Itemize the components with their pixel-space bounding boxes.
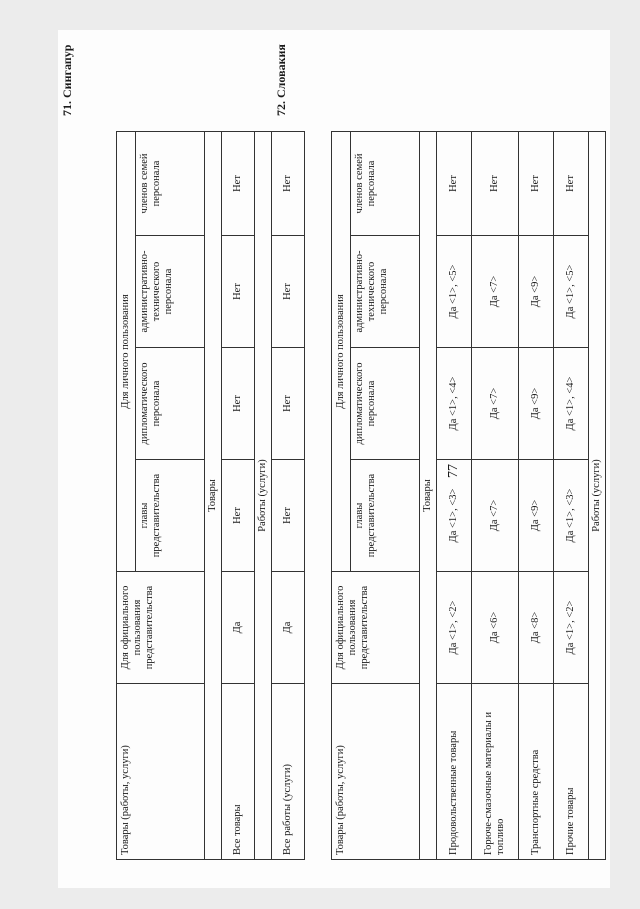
table-row — [519, 132, 554, 860]
cell: Да <7> — [472, 236, 519, 348]
cell: Нет — [272, 132, 305, 236]
table-header-row — [117, 132, 136, 860]
cell: Да <1>, <5> — [437, 236, 472, 348]
row-label: Прочие товары — [554, 684, 589, 860]
subheader-family: членов семей персонала — [351, 132, 420, 236]
subheader-admin-tech: административно-технического персонала — [351, 236, 420, 348]
singapore-table — [116, 131, 305, 860]
section-row-goods — [205, 132, 222, 860]
cell: Да <1>, <2> — [437, 572, 472, 684]
table-row — [472, 132, 519, 860]
row-label: Все товары — [222, 684, 255, 860]
cell: Нет — [272, 236, 305, 348]
table-header-row — [332, 132, 351, 860]
section-heading-slovakia: 72. Словакия — [274, 44, 288, 116]
section-row-goods — [420, 132, 437, 860]
row-label: Транспортные средства — [519, 684, 554, 860]
cell: Да — [272, 572, 305, 684]
subheader-head: главы представительства — [136, 460, 205, 572]
cell: Нет — [272, 460, 305, 572]
cell: Да <1>, <4> — [554, 348, 589, 460]
cell: Да <9> — [519, 236, 554, 348]
cell: Да <1>, <3> — [554, 460, 589, 572]
cell: Нет — [519, 132, 554, 236]
table-row — [554, 132, 589, 860]
cell: Нет — [222, 460, 255, 572]
subheader-family: членов семей персонала — [136, 132, 205, 236]
header-goods: Товары (работы, услуги) — [332, 684, 420, 860]
header-goods: Товары (работы, услуги) — [117, 684, 205, 860]
subheader-diplomatic: дипломатического персонала — [351, 348, 420, 460]
header-official-use: Для официального пользования представительства — [332, 572, 420, 684]
table-row — [272, 132, 305, 860]
subheader-admin-tech: административно-технического персонала — [136, 236, 205, 348]
cell: Да <1>, <2> — [554, 572, 589, 684]
cell: Да <9> — [519, 348, 554, 460]
section-heading-singapore: 71. Сингапур — [60, 44, 74, 116]
cell: Да <8> — [519, 572, 554, 684]
cell: Да <1>, <5> — [554, 236, 589, 348]
cell: Да <6> — [472, 572, 519, 684]
cell: Нет — [554, 132, 589, 236]
cell: Да <7> — [472, 460, 519, 572]
cell: Нет — [437, 132, 472, 236]
header-official-use: Для официального пользования представительства — [117, 572, 205, 684]
cell: Нет — [222, 236, 255, 348]
group-works: Работы (услуги) — [589, 132, 606, 860]
section-row-works — [589, 132, 606, 860]
cell: Нет — [222, 348, 255, 460]
subheader-diplomatic: дипломатического персонала — [136, 348, 205, 460]
section-row-works — [255, 132, 272, 860]
rotated-content — [58, 30, 610, 888]
page-number: 77 — [446, 464, 461, 478]
slovakia-table — [331, 131, 606, 860]
subheader-head: главы представительства — [351, 460, 420, 572]
row-label: Продовольственные товары — [437, 684, 472, 860]
row-label: Горюче-смазочные материалы и топливо — [472, 684, 519, 860]
group-goods: Товары — [420, 132, 437, 860]
cell: Да <7> — [472, 348, 519, 460]
cell: Нет — [222, 132, 255, 236]
cell: Да <1>, <3> — [437, 460, 472, 572]
cell: Нет — [272, 348, 305, 460]
row-label: Все работы (услуги) — [272, 684, 305, 860]
table-row — [222, 132, 255, 860]
cell: Да <1>, <4> — [437, 348, 472, 460]
table-row — [437, 132, 472, 860]
group-goods: Товары — [205, 132, 222, 860]
cell: Да — [222, 572, 255, 684]
cell: Да <9> — [519, 460, 554, 572]
header-personal-use: Для личного пользования — [117, 132, 136, 572]
group-works: Работы (услуги) — [255, 132, 272, 860]
cell: Нет — [472, 132, 519, 236]
header-personal-use: Для личного пользования — [332, 132, 351, 572]
document-page — [58, 30, 610, 888]
